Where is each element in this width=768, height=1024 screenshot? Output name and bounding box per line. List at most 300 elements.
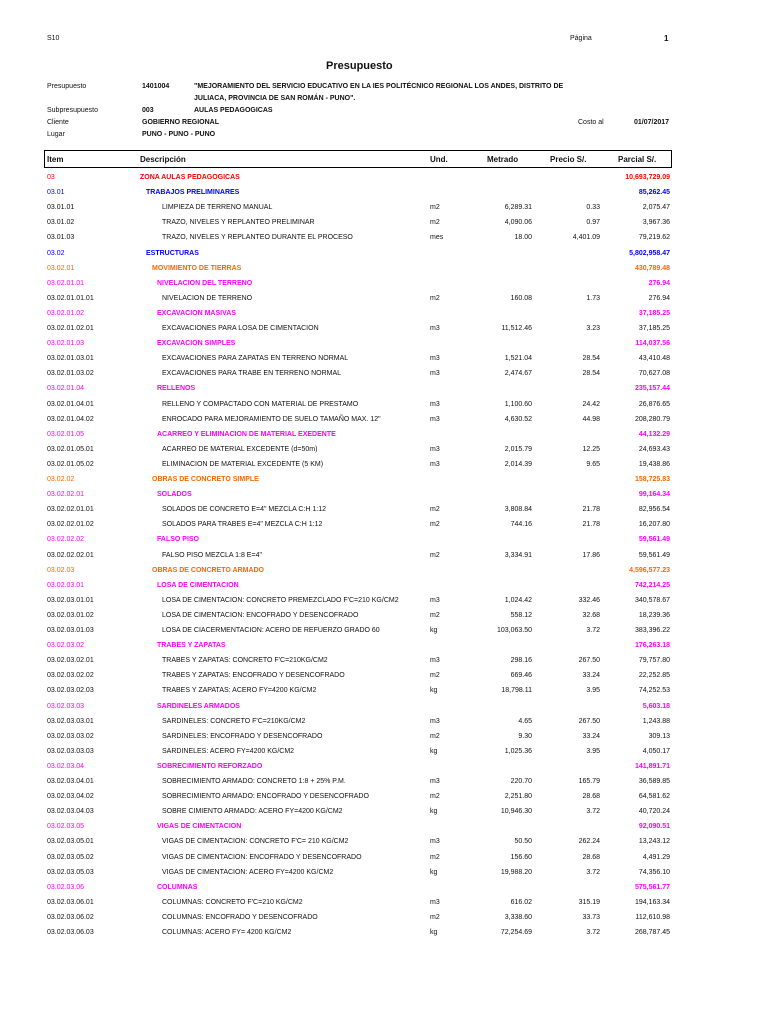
table-row xyxy=(0,776,768,791)
row-unit: kg xyxy=(430,747,438,755)
row-description: VIGAS DE CIMENTACION: ENCOFRADO Y DESENCOFRADO xyxy=(162,853,362,861)
row-precio: 9.65 xyxy=(586,460,600,468)
table-row xyxy=(0,202,768,217)
row-item-code: 03.02.03.03 xyxy=(47,702,84,710)
row-precio: 33.73 xyxy=(582,913,600,921)
row-item-code: 03.02.01.02 xyxy=(47,309,84,317)
row-unit: m2 xyxy=(430,672,440,680)
subpresupuesto-code: 003 xyxy=(142,107,154,114)
row-precio: 3.95 xyxy=(586,747,600,755)
row-parcial: 276.94 xyxy=(648,294,670,302)
row-description: COLUMNAS: ENCOFRADO Y DESENCOFRADO xyxy=(162,913,318,921)
row-precio: 24.42 xyxy=(582,400,600,408)
column-header-item: Item xyxy=(47,155,64,164)
row-metrado: 19,988.20 xyxy=(500,868,532,876)
row-item-code: 03.02.01.04.01 xyxy=(47,400,94,408)
row-parcial: 114,037.56 xyxy=(635,340,670,348)
cliente-value: GOBIERNO REGIONAL xyxy=(142,119,220,126)
costo-date: 01/07/2017 xyxy=(634,119,670,126)
row-precio: 332.46 xyxy=(578,596,600,604)
row-unit: m3 xyxy=(430,445,440,453)
row-description: LOSA DE CIMENTACION: ENCOFRADO Y DESENCOFRADO xyxy=(162,611,359,619)
row-description: VIGAS DE CIMENTACION: ACERO FY=4200 KG/CM2 xyxy=(162,868,334,876)
row-parcial: 4,596,577.23 xyxy=(629,566,670,574)
row-item-code: 03.02.01.05 xyxy=(47,430,84,438)
table-row xyxy=(0,897,768,912)
subpresupuesto-label: Subpresupuesto xyxy=(47,107,98,114)
row-parcial: 1,243.88 xyxy=(642,717,670,725)
row-parcial: 37,185.25 xyxy=(638,325,670,332)
row-parcial: 2,075.47 xyxy=(642,204,670,212)
row-item-code: 03.02.03.03.01 xyxy=(47,717,94,725)
row-description: ENROCADO PARA MEJORAMIENTO DE SUELO TAMAÑO MAX. 12" xyxy=(162,415,381,423)
row-precio: 267.50 xyxy=(578,717,600,725)
row-parcial: 85,262.45 xyxy=(638,189,670,197)
row-item-code: 03.02.03.05.01 xyxy=(47,838,94,846)
row-parcial: 36,589.85 xyxy=(638,778,670,785)
row-metrado: 18,798.11 xyxy=(501,687,532,695)
column-header-metrado: Metrado xyxy=(487,155,519,164)
row-item-code: 03.02.03.04.01 xyxy=(47,778,94,785)
page-label: Página xyxy=(570,35,592,42)
row-parcial: 24,693.43 xyxy=(638,445,670,453)
row-metrado: 2,474.67 xyxy=(504,370,532,378)
row-unit: m3 xyxy=(430,838,440,846)
row-precio: 1.73 xyxy=(586,294,600,302)
row-description: COLUMNAS xyxy=(157,883,198,891)
row-description: LOSA DE CIACERMENTACION: ACERO DE REFUERZO GRADO 60 xyxy=(162,627,380,634)
table-group-row xyxy=(0,429,768,444)
row-item-code: 03.02.03.01.02 xyxy=(47,611,94,619)
row-item-code: 03.02.03.04 xyxy=(47,762,84,770)
table-row xyxy=(0,685,768,700)
row-description: LIMPIEZA DE TERRENO MANUAL xyxy=(162,204,273,212)
row-description: SARDINELES ARMADOS xyxy=(157,702,240,710)
table-row xyxy=(0,927,768,942)
row-unit: m2 xyxy=(430,853,440,861)
row-item-code: 03.02.02.01 xyxy=(47,491,84,499)
row-description: TRABES Y ZAPATAS: ACERO FY=4200 KG/CM2 xyxy=(162,687,317,695)
row-precio: 32.68 xyxy=(582,611,600,619)
row-parcial: 235,157.44 xyxy=(634,385,670,393)
cliente-label: Cliente xyxy=(47,119,69,126)
row-precio: 12.25 xyxy=(582,445,600,453)
row-unit: m3 xyxy=(430,460,440,468)
row-description: NIVELACION DE TERRENO xyxy=(162,294,253,302)
row-item-code: 03.02.03.01.03 xyxy=(47,627,94,634)
row-metrado: 1,100.60 xyxy=(504,400,532,408)
row-description: EXCAVACION SIMPLES xyxy=(157,340,236,348)
row-description: ESTRUCTURAS xyxy=(146,249,199,257)
row-description: ZONA AULAS PEDAGOGICAS xyxy=(140,174,240,181)
row-item-code: 03.02.03.04.02 xyxy=(47,793,94,801)
row-metrado: 18.00 xyxy=(514,234,532,242)
row-unit: kg xyxy=(430,929,438,936)
table-row xyxy=(0,610,768,625)
row-parcial: 194,163.34 xyxy=(634,898,670,906)
row-parcial: 59,561.49 xyxy=(638,551,670,559)
row-description: EXCAVACIONES PARA TRABE EN TERRENO NORMAL xyxy=(162,370,342,378)
row-unit: m2 xyxy=(430,732,440,740)
table-row xyxy=(0,414,768,429)
row-item-code: 03.02.01.05.02 xyxy=(47,460,94,468)
row-unit: mes xyxy=(430,234,444,242)
row-parcial: 5,802,958.47 xyxy=(629,249,670,257)
row-unit: m2 xyxy=(430,611,440,619)
row-parcial: 3,967.36 xyxy=(642,219,670,227)
row-description: SOBRE CIMIENTO ARMADO: ACERO FY=4200 KG/CM2 xyxy=(162,808,343,816)
table-group-row xyxy=(0,248,768,263)
row-description: RELLENOS xyxy=(157,385,196,393)
table-row xyxy=(0,655,768,670)
row-item-code: 03.02.01.01.01 xyxy=(47,294,94,302)
row-unit: m3 xyxy=(430,370,440,378)
row-item-code: 03.02.02 xyxy=(47,476,75,483)
presupuesto-description-line2: JULIACA, PROVINCIA DE SAN ROMÁN - PUNO". xyxy=(194,95,356,102)
row-description: TRABAJOS PRELIMINARES xyxy=(146,189,240,197)
page-number: 1 xyxy=(664,34,669,43)
row-parcial: 430,789.48 xyxy=(634,264,670,272)
row-parcial: 19,438.86 xyxy=(638,460,670,468)
table-group-row xyxy=(0,761,768,776)
row-precio: 0.33 xyxy=(586,204,600,212)
table-group-row xyxy=(0,640,768,655)
row-precio: 33.24 xyxy=(582,672,600,680)
row-parcial: 5,603.18 xyxy=(642,702,670,710)
row-unit: m3 xyxy=(430,898,440,906)
row-parcial: 112,610.98 xyxy=(635,913,670,921)
row-description: SARDINELES: ACERO FY=4200 KG/CM2 xyxy=(162,747,295,755)
row-description: EXCAVACIONES PARA LOSA DE CIMENTACION xyxy=(162,325,319,332)
row-parcial: 74,252.53 xyxy=(638,687,670,695)
row-precio: 267.50 xyxy=(578,657,600,665)
row-item-code: 03.02.02.02 xyxy=(47,536,84,544)
row-parcial: 79,757.80 xyxy=(638,657,670,665)
row-unit: kg xyxy=(430,687,438,695)
row-metrado: 220.70 xyxy=(510,778,532,785)
row-metrado: 103,063.50 xyxy=(496,627,532,634)
row-parcial: 18,239.36 xyxy=(638,611,670,619)
table-group-row xyxy=(0,187,768,202)
row-precio: 28.54 xyxy=(582,370,600,378)
row-metrado: 558.12 xyxy=(510,611,532,619)
table-row xyxy=(0,519,768,534)
row-unit: m2 xyxy=(430,219,440,227)
row-metrado: 1,025.36 xyxy=(504,747,532,755)
table-group-row xyxy=(0,383,768,398)
row-metrado: 160.08 xyxy=(510,294,532,302)
row-precio: 262.24 xyxy=(578,838,600,846)
row-precio: 28.68 xyxy=(582,793,600,801)
table-header-top-border xyxy=(44,150,672,151)
row-description: MOVIMIENTO DE TIERRAS xyxy=(152,264,242,272)
row-description: OBRAS DE CONCRETO SIMPLE xyxy=(152,476,259,483)
row-metrado: 156.60 xyxy=(510,853,532,861)
row-item-code: 03.02.03.06.01 xyxy=(47,898,94,906)
row-item-code: 03.02 xyxy=(47,249,65,257)
row-parcial: 276.94 xyxy=(648,279,670,287)
row-parcial: 141,891.71 xyxy=(634,762,670,770)
table-row xyxy=(0,459,768,474)
row-precio: 315.19 xyxy=(578,898,600,906)
table-group-row xyxy=(0,565,768,580)
row-description: SOLADOS PARA TRABES E=4" MEZCLA C:H 1:12 xyxy=(162,521,323,529)
row-description: ACARREO Y ELIMINACION DE MATERIAL EXEDENTE xyxy=(157,430,336,438)
row-parcial: 22,252.85 xyxy=(638,672,670,680)
column-header-precio: Precio S/. xyxy=(550,155,587,164)
table-row xyxy=(0,595,768,610)
row-item-code: 03.02.03.01.01 xyxy=(47,596,94,604)
row-item-code: 03.02.03.02.02 xyxy=(47,672,94,680)
row-item-code: 03.02.03.05.03 xyxy=(47,868,94,876)
row-metrado: 4,630.52 xyxy=(504,415,532,423)
row-precio: 21.78 xyxy=(582,506,600,514)
row-item-code: 03.02.02.01.02 xyxy=(47,521,94,529)
row-description: TRABES Y ZAPATAS: CONCRETO F'C=210KG/CM2 xyxy=(162,657,328,665)
row-parcial: 10,693,729.09 xyxy=(625,174,670,181)
table-row xyxy=(0,550,768,565)
row-item-code: 03.02.01 xyxy=(47,264,75,272)
table-row xyxy=(0,806,768,821)
row-parcial: 340,578.67 xyxy=(634,596,670,604)
row-item-code: 03.02.01.04 xyxy=(47,385,84,393)
column-header-unit: Und. xyxy=(430,155,448,164)
table-row xyxy=(0,504,768,519)
row-precio: 28.68 xyxy=(582,853,600,861)
row-precio: 0.97 xyxy=(586,219,600,227)
row-precio: 17.86 xyxy=(582,551,600,559)
row-parcial: 79,219.62 xyxy=(638,234,670,242)
row-parcial: 74,356.10 xyxy=(638,868,670,876)
row-parcial: 575,561.77 xyxy=(634,883,670,891)
row-unit: m3 xyxy=(430,657,440,665)
table-row xyxy=(0,399,768,414)
table-row xyxy=(0,670,768,685)
row-description: VIGAS DE CIMENTACION: CONCRETO F'C= 210 KG/CM2 xyxy=(162,838,349,846)
row-item-code: 03.02.01.02.01 xyxy=(47,325,94,332)
table-row xyxy=(0,731,768,746)
row-description: VIGAS DE CIMENTACION xyxy=(157,823,242,831)
table-header-right-border xyxy=(671,150,672,168)
table-header-left-border xyxy=(44,150,45,168)
table-row xyxy=(0,323,768,338)
row-item-code: 03.02.01.03.01 xyxy=(47,355,94,363)
presupuesto-code: 1401004 xyxy=(142,83,170,90)
row-metrado: 669.46 xyxy=(510,672,532,680)
row-description: SARDINELES: ENCOFRADO Y DESENCOFRADO xyxy=(162,732,323,740)
table-group-row xyxy=(0,474,768,489)
row-item-code: 03.02.03.02.03 xyxy=(47,687,94,695)
row-metrado: 72,254.69 xyxy=(500,929,532,936)
row-description: EXCAVACION MASIVAS xyxy=(157,309,236,317)
row-unit: m2 xyxy=(430,204,440,212)
row-description: RELLENO Y COMPACTADO CON MATERIAL DE PRESTAMO xyxy=(162,400,359,408)
row-unit: m3 xyxy=(430,325,440,332)
row-parcial: 82,956.54 xyxy=(638,506,670,514)
table-group-row xyxy=(0,489,768,504)
row-parcial: 13,243.12 xyxy=(638,838,670,846)
row-metrado: 744.16 xyxy=(510,521,532,529)
row-item-code: 03.02.01.03.02 xyxy=(47,370,94,378)
report-code: S10 xyxy=(47,35,60,42)
row-unit: m3 xyxy=(430,596,440,604)
row-description: SARDINELES: CONCRETO F'C=210KG/CM2 xyxy=(162,717,306,725)
row-description: COLUMNAS: ACERO FY= 4200 KG/CM2 xyxy=(162,929,292,936)
row-metrado: 3,808.84 xyxy=(504,506,532,514)
row-item-code: 03.02.02.02.01 xyxy=(47,551,94,559)
row-metrado: 1,521.04 xyxy=(504,355,532,363)
row-item-code: 03.02.03.04.03 xyxy=(47,808,94,816)
row-precio: 3.72 xyxy=(586,627,600,634)
row-item-code: 03.02.03 xyxy=(47,566,75,574)
table-group-row xyxy=(0,338,768,353)
row-item-code: 03.02.03.01 xyxy=(47,581,84,589)
row-unit: m2 xyxy=(430,913,440,921)
row-item-code: 03.02.03.03.02 xyxy=(47,732,94,740)
row-unit: m3 xyxy=(430,717,440,725)
row-description: SOLADOS DE CONCRETO E=4" MEZCLA C:H 1:12 xyxy=(162,506,326,514)
row-description: ACARREO DE MATERIAL EXCEDENTE (d=50m) xyxy=(162,445,318,453)
row-parcial: 208,280.79 xyxy=(634,415,670,423)
row-description: SOLADOS xyxy=(157,491,192,499)
row-parcial: 16,207.80 xyxy=(638,521,670,529)
row-unit: kg xyxy=(430,808,438,816)
row-description: SOBRECIMIENTO REFORZADO xyxy=(157,762,263,770)
row-precio: 44.98 xyxy=(582,415,600,423)
row-metrado: 6,289.31 xyxy=(504,204,532,212)
table-row xyxy=(0,836,768,851)
row-parcial: 309.13 xyxy=(648,732,670,740)
row-unit: m2 xyxy=(430,506,440,514)
row-unit: kg xyxy=(430,868,438,876)
table-group-row xyxy=(0,172,768,187)
column-header-description: Descripción xyxy=(140,155,186,164)
row-parcial: 70,627.08 xyxy=(638,370,670,378)
row-description: COLUMNAS: CONCRETO F'C=210 KG/CM2 xyxy=(162,898,303,906)
row-metrado: 3,338.60 xyxy=(504,913,532,921)
row-item-code: 03.02.01.04.02 xyxy=(47,415,94,423)
row-description: LOSA DE CIMENTACION xyxy=(157,581,239,589)
row-metrado: 9.30 xyxy=(518,732,532,740)
row-metrado: 4,090.06 xyxy=(504,219,532,227)
row-metrado: 50.50 xyxy=(514,838,532,846)
row-metrado: 1,024.42 xyxy=(504,596,532,604)
row-parcial: 176,263.18 xyxy=(634,642,670,650)
row-parcial: 383,396.22 xyxy=(634,627,670,634)
subpresupuesto-name: AULAS PEDAGOGICAS xyxy=(194,107,273,114)
row-parcial: 40,720.24 xyxy=(638,808,670,816)
table-row xyxy=(0,867,768,882)
table-group-row xyxy=(0,821,768,836)
table-group-row xyxy=(0,580,768,595)
row-precio: 3.23 xyxy=(586,325,600,332)
row-parcial: 99,164.34 xyxy=(638,491,670,499)
table-row xyxy=(0,716,768,731)
costo-label: Costo al xyxy=(578,119,604,126)
row-parcial: 4,491.29 xyxy=(642,853,670,861)
table-row xyxy=(0,293,768,308)
row-metrado: 616.02 xyxy=(510,898,532,906)
row-precio: 3.95 xyxy=(586,687,600,695)
row-item-code: 03.01.01 xyxy=(47,204,75,212)
row-item-code: 03.02.03.06.02 xyxy=(47,913,94,921)
row-parcial: 43,410.48 xyxy=(638,355,670,363)
row-item-code: 03.02.03.05 xyxy=(47,823,84,831)
table-group-row xyxy=(0,278,768,293)
row-item-code: 03.02.03.06 xyxy=(47,883,84,891)
row-description: NIVELACION DEL TERRENO xyxy=(157,279,253,287)
table-row xyxy=(0,444,768,459)
lugar-value: PUNO - PUNO - PUNO xyxy=(142,131,216,138)
table-row xyxy=(0,852,768,867)
row-unit: m3 xyxy=(430,355,440,363)
lugar-label: Lugar xyxy=(47,131,65,138)
row-parcial: 158,725.83 xyxy=(634,476,670,483)
table-row xyxy=(0,791,768,806)
row-description: TRABES Y ZAPATAS: ENCOFRADO Y DESENCOFRADO xyxy=(162,672,345,680)
row-item-code: 03.01 xyxy=(47,189,65,197)
row-item-code: 03.01.03 xyxy=(47,234,75,242)
row-parcial: 37,185.25 xyxy=(638,309,670,317)
row-description: ELIMINACION DE MATERIAL EXCEDENTE (5 KM) xyxy=(162,460,324,468)
table-row xyxy=(0,625,768,640)
row-parcial: 26,876.65 xyxy=(638,400,670,408)
row-metrado: 10,946.30 xyxy=(500,808,532,816)
table-row xyxy=(0,746,768,761)
row-item-code: 03.02.01.03 xyxy=(47,340,84,348)
row-unit: m3 xyxy=(430,778,440,785)
table-group-row xyxy=(0,882,768,897)
row-item-code: 03.02.03.05.02 xyxy=(47,853,94,861)
row-precio: 21.78 xyxy=(582,521,600,529)
row-precio: 28.54 xyxy=(582,355,600,363)
row-description: TRAZO, NIVELES Y REPLANTEO DURANTE EL PROCESO xyxy=(162,234,353,242)
table-row xyxy=(0,368,768,383)
row-description: LOSA DE CIMENTACION: CONCRETO PREMEZCLADO F'C=210 KG/CM2 xyxy=(162,596,399,604)
row-metrado: 3,334.91 xyxy=(504,551,532,559)
table-row xyxy=(0,217,768,232)
column-header-parcial: Parcial S/. xyxy=(618,155,657,164)
presupuesto-description-line1: "MEJORAMIENTO DEL SERVICIO EDUCATIVO EN LA IES POLITÉCNICO REGIONAL LOS ANDES, DISTRITO DE xyxy=(194,83,564,90)
row-parcial: 59,561.49 xyxy=(638,536,670,544)
row-metrado: 11,512.46 xyxy=(501,325,532,332)
row-description: FALSO PISO xyxy=(157,536,200,544)
row-item-code: 03.02.03.06.03 xyxy=(47,929,94,936)
row-unit: m3 xyxy=(430,400,440,408)
row-description: TRABES Y ZAPATAS xyxy=(157,642,226,650)
table-row xyxy=(0,353,768,368)
row-parcial: 742,214.25 xyxy=(634,581,670,589)
table-row xyxy=(0,232,768,247)
row-metrado: 298.16 xyxy=(510,657,532,665)
row-precio: 165.79 xyxy=(578,778,600,785)
row-unit: m2 xyxy=(430,551,440,559)
row-item-code: 03.02.02.01.01 xyxy=(47,506,94,514)
row-precio: 3.72 xyxy=(586,929,600,936)
table-group-row xyxy=(0,534,768,549)
table-header-bottom-border xyxy=(44,167,672,168)
row-description: FALSO PISO MEZCLA 1:8 E=4" xyxy=(162,551,262,559)
table-group-row xyxy=(0,263,768,278)
row-parcial: 4,050.17 xyxy=(642,747,670,755)
row-unit: m2 xyxy=(430,521,440,529)
row-metrado: 2,014.39 xyxy=(504,460,532,468)
row-unit: kg xyxy=(430,627,438,634)
presupuesto-label: Presupuesto xyxy=(47,83,87,90)
row-unit: m2 xyxy=(430,294,440,302)
row-item-code: 03.01.02 xyxy=(47,219,75,227)
row-item-code: 03.02.03.02.01 xyxy=(47,657,94,665)
